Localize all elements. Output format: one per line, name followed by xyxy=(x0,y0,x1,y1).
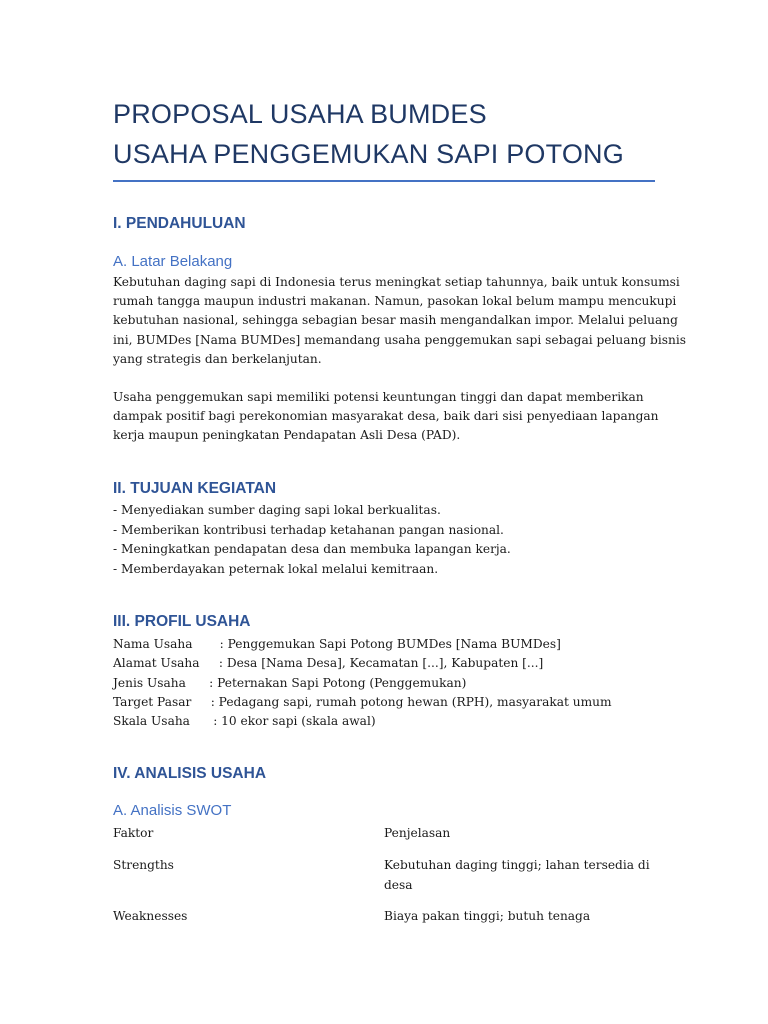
text-line: ini, BUMDes [Nama BUMDes] memandang usaha penggemukan sapi sebagai peluang bisnis xyxy=(113,332,686,347)
title-underline xyxy=(113,180,655,182)
text-line: rumah tangga maupun industri makanan. Namun, pasokan lokal belum mampu mencukupi xyxy=(113,294,677,309)
profile-row-text: Skala Usaha : 10 ekor sapi (skala awal) xyxy=(113,714,376,729)
list-item: - Memberdayakan peternak lokal melalui kemitraan. xyxy=(113,561,439,576)
text-line: Usaha penggemukan sapi memiliki potensi keuntungan tinggi dan dapat memberikan xyxy=(113,390,644,404)
table-cell-factor: Faktor xyxy=(113,826,154,840)
heading-profil-usaha: III. PROFIL USAHA xyxy=(113,613,251,630)
text-line: yang strategis dan berkelanjutan. xyxy=(113,351,322,366)
text-line: Kebutuhan daging sapi di Indonesia terus meningkat setiap tahunnya, baik untuk konsumsi xyxy=(113,275,680,289)
table-cell-desc: Penjelasan xyxy=(384,826,451,840)
profile-row xyxy=(113,712,655,731)
text-line: dampak positif bagi perekonomian masyarakat desa, baik dari sisi penyediaan lapangan xyxy=(113,409,659,424)
table-cell-factor: Strengths xyxy=(113,858,174,872)
profile-row-text: Jenis Usaha : Peternakan Sapi Potong (Penggemukan) xyxy=(113,675,467,690)
profile-row xyxy=(113,654,655,673)
profile-row-text: Alamat Usaha : Desa [Nama Desa], Kecamatan [...], Kabupaten [...] xyxy=(113,656,544,671)
subheading-latar-belakang: A. Latar Belakang xyxy=(113,253,233,270)
table-row xyxy=(113,824,655,856)
title-line-1: PROPOSAL USAHA BUMDES xyxy=(113,99,487,129)
profile-row-text: Target Pasar : Pedagang sapi, rumah potong hewan (RPH), masyarakat umum xyxy=(113,694,612,709)
heading-pendahuluan: I. PENDAHULUAN xyxy=(113,215,246,232)
profile-row xyxy=(113,635,655,654)
table-cell-factor: Weaknesses xyxy=(113,909,188,923)
table-cell-desc: Kebutuhan daging tinggi; lahan tersedia di desa xyxy=(384,858,650,892)
list-item: - Meningkatkan pendapatan desa dan membuka lapangan kerja. xyxy=(113,542,511,556)
swot-table xyxy=(113,824,655,931)
tujuan-list xyxy=(113,501,655,579)
subheading-analisis-swot: A. Analisis SWOT xyxy=(113,802,232,819)
table-row xyxy=(113,856,655,907)
heading-analisis-usaha: IV. ANALISIS USAHA xyxy=(113,765,267,782)
paragraph-latar-belakang-1 xyxy=(113,273,686,369)
text-line: kerja maupun peningkatan Pendapatan Asli Desa (PAD). xyxy=(113,428,461,443)
profile-row xyxy=(113,693,655,712)
document-title xyxy=(113,94,655,174)
profil-usaha-list xyxy=(113,635,655,731)
list-item: - Menyediakan sumber daging sapi lokal berkualitas. xyxy=(113,503,441,517)
profile-row xyxy=(113,674,655,693)
text-line: kebutuhan nasional, sehingga sebagian besar masih mengandalkan impor. Melalui peluang xyxy=(113,313,678,328)
title-line-2: USAHA PENGGEMUKAN SAPI POTONG xyxy=(113,139,624,169)
heading-tujuan-kegiatan: II. TUJUAN KEGIATAN xyxy=(113,480,277,497)
profile-row-text: Nama Usaha : Penggemukan Sapi Potong BUMDes [Nama BUMDes] xyxy=(113,637,561,651)
table-cell-desc: Biaya pakan tinggi; butuh tenaga xyxy=(384,909,591,923)
table-row xyxy=(113,907,655,931)
list-item: - Memberikan kontribusi terhadap ketahanan pangan nasional. xyxy=(113,522,504,537)
paragraph-latar-belakang-2 xyxy=(113,388,659,446)
